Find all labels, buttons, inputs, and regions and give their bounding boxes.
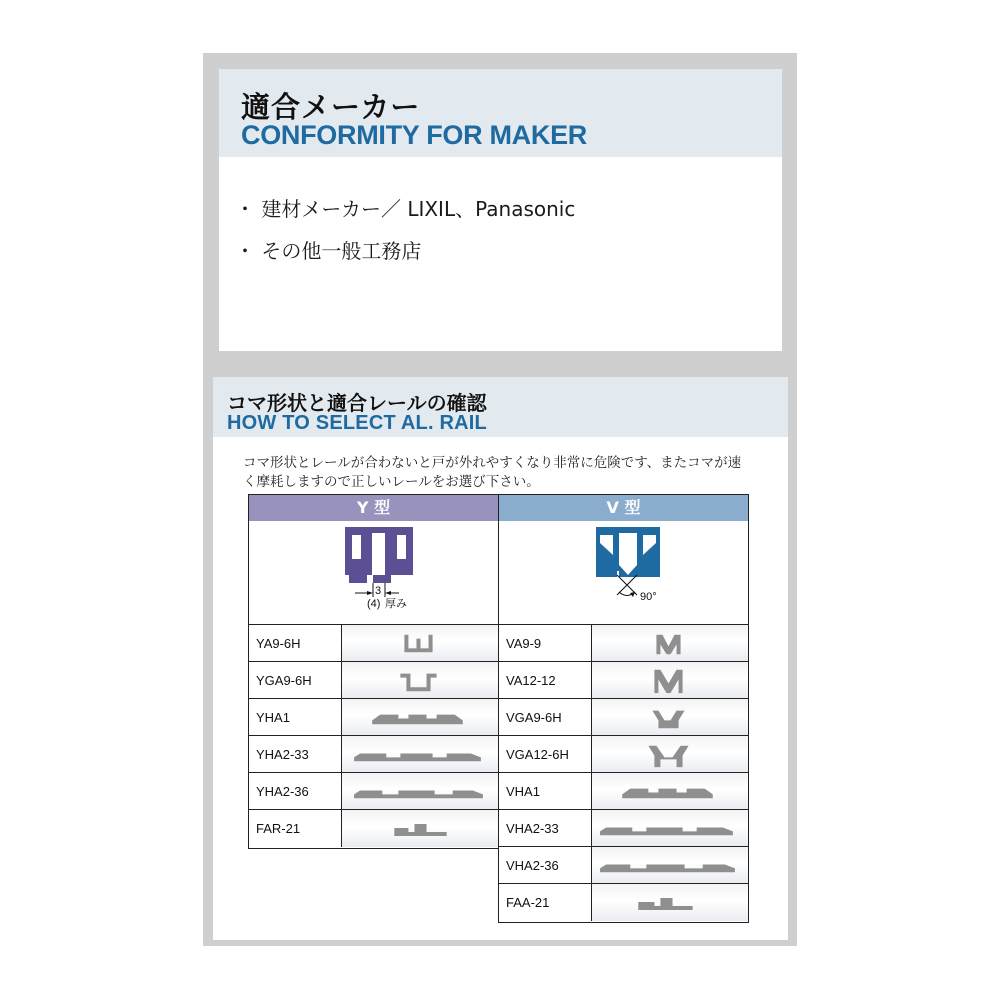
y-type-diagram (249, 521, 498, 625)
rail-profile-icon (592, 773, 748, 809)
rail-row (249, 662, 498, 699)
v-angle-label: 90° (640, 591, 657, 603)
rail-profile-icon (592, 884, 748, 921)
v-wheel-diagram-icon (499, 521, 747, 624)
conformity-title-jp: 適合メーカー (241, 90, 421, 124)
rail-select-title-jp: コマ形状と適合レールの確認 (227, 391, 487, 415)
rail-row (249, 625, 498, 662)
v-type-header: V 型 (499, 495, 748, 521)
rail-profile-icon (592, 847, 748, 883)
rail-row (249, 736, 498, 773)
v-type-diagram (499, 521, 748, 625)
rail-code: VA12-12 (499, 662, 592, 698)
rail-code: YA9-6H (249, 625, 342, 661)
rail-row (499, 736, 748, 773)
rail-profile-icon (342, 773, 498, 809)
warning-note-line-1: コマ形状とレールが合わないと戸が外れやすくなり非常に危険です、またコマが速 (243, 455, 742, 471)
conformity-card (219, 69, 782, 351)
y-rail-rows (249, 625, 498, 847)
rail-code: VGA9-6H (499, 699, 592, 735)
y-thickness-label: 厚み (385, 598, 407, 610)
rail-code: YHA2-36 (249, 773, 342, 809)
rail-profile-icon (342, 625, 498, 661)
rail-profile-icon (592, 736, 748, 772)
rail-profile-icon (592, 625, 748, 661)
maker-bullet-1: ・ 建材メーカー／ LIXIL、Panasonic (235, 197, 576, 221)
rail-profile-icon (342, 736, 498, 772)
rail-profile-icon (342, 662, 498, 698)
rail-row (499, 884, 748, 921)
rail-code: VHA2-33 (499, 810, 592, 846)
rail-code: VHA1 (499, 773, 592, 809)
rail-profile-icon (592, 699, 748, 735)
rail-code: VGA12-6H (499, 736, 592, 772)
v-rail-rows (499, 625, 748, 921)
rail-select-title-en: HOW TO SELECT AL. RAIL (227, 412, 487, 434)
rail-row (499, 625, 748, 662)
conformity-heading-band (219, 69, 782, 157)
rail-code: YGA9-6H (249, 662, 342, 698)
warning-note-line-2: く摩耗しますので正しいレールをお選び下さい。 (243, 474, 540, 490)
y-type-header: Y 型 (249, 495, 498, 521)
rail-select-heading-band (213, 377, 788, 437)
y-dim-label-2: (4) (367, 598, 381, 610)
rail-row (249, 773, 498, 810)
rail-profile-icon (592, 810, 748, 846)
rail-code: VA9-9 (499, 625, 592, 661)
rail-code: YHA1 (249, 699, 342, 735)
rail-profile-icon (342, 699, 498, 735)
rail-code: YHA2-33 (249, 736, 342, 772)
rail-select-card (213, 377, 788, 940)
y-wheel-diagram-icon (249, 521, 497, 624)
rail-code: FAA-21 (499, 884, 592, 921)
rail-row (499, 662, 748, 699)
rail-row (499, 699, 748, 736)
rail-row (249, 699, 498, 736)
rail-profile-icon (592, 662, 748, 698)
v-type-table (498, 494, 749, 923)
conformity-title-en: CONFORMITY FOR MAKER (241, 120, 587, 150)
maker-bullet-2: ・ その他一般工務店 (235, 239, 422, 263)
rail-row (499, 773, 748, 810)
rail-row (249, 810, 498, 847)
rail-row (499, 810, 748, 847)
rail-code: VHA2-36 (499, 847, 592, 883)
rail-profile-icon (342, 810, 498, 847)
y-dim-label: 3 (375, 585, 382, 597)
y-type-table (248, 494, 499, 849)
rail-code: FAR-21 (249, 810, 342, 847)
rail-row (499, 847, 748, 884)
